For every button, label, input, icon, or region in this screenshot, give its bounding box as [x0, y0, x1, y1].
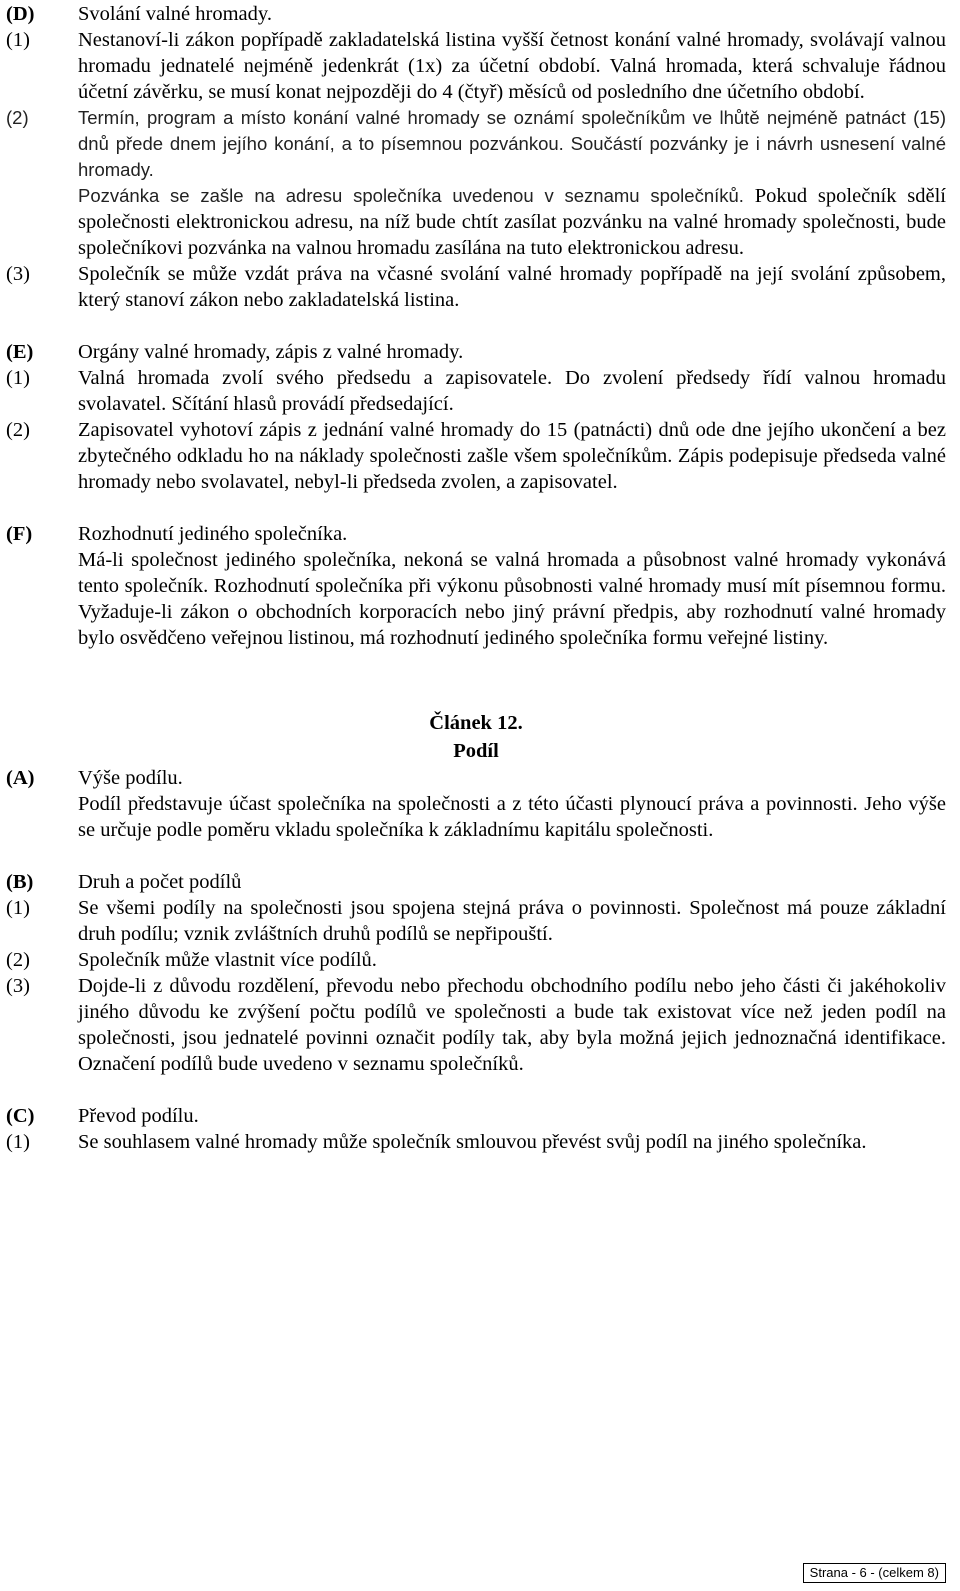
spacer: [6, 1077, 946, 1103]
spacer: [6, 495, 946, 521]
paragraph: [6, 261, 946, 313]
section-e-heading: [6, 339, 946, 365]
section-c-heading: [6, 1103, 946, 1129]
paragraph-text: Podíl představuje účast společníka na společnosti a z této účasti plynoucí práva a povinnosti. Jeho výše se určuje podle poměru vkladu společníka k základnímu kapitálu společnosti.: [78, 793, 946, 841]
paragraph-marker: (1): [6, 1131, 30, 1153]
spacer: [6, 313, 946, 339]
paragraph-marker: (1): [6, 897, 30, 919]
section-marker: (A): [6, 767, 35, 789]
paragraph-text-part: Termín, program a místo konání valné hromady se oznámí společníkům ve lhůtě nejméně patnáct (15) dnů přede dnem jejího konání, a to písemnou pozvánkou. Součástí pozvánky je i návrh usnesení valné hromady.: [78, 107, 946, 180]
paragraph: [6, 947, 946, 973]
paragraph-marker: (2): [6, 419, 30, 441]
paragraph: [6, 791, 946, 843]
page-number-footer: Strana - 6 - (celkem 8): [803, 1563, 946, 1583]
paragraph-text-span: Pozvánka se zašle na adresu společníka uvedenou v seznamu společníků.: [78, 185, 744, 206]
paragraph-text: Se souhlasem valné hromady může společník smlouvou převést svůj podíl na jiného společníka.: [78, 1131, 867, 1153]
section-b-heading: [6, 869, 946, 895]
section-marker: (F): [6, 523, 33, 545]
spacer: [6, 843, 946, 869]
section-title: Rozhodnutí jediného společníka.: [78, 523, 348, 545]
section-a-heading: [6, 765, 946, 791]
section-title: Svolání valné hromady.: [78, 3, 272, 25]
article-number: Článek 12.: [429, 712, 523, 734]
article-heading: [6, 709, 946, 765]
paragraph-text: Má-li společnost jediného společníka, nekoná se valná hromada a působnost valné hromady vykonává tento společník. Rozhodnutí společníka při výkonu působnosti valné hromady musí mít písemnou formu. Vyžaduje-li zákon o obchodních korporacích nebo jiný právní předpis, aby rozhodnutí valné hromady bylo osvědčeno veřejnou listinou, má rozhodnutí jediného společníka formu veřejné listiny.: [78, 549, 946, 649]
section-title: Výše podílu.: [78, 767, 183, 789]
paragraph: [6, 973, 946, 1077]
section-f-heading: [6, 521, 946, 547]
paragraph: [6, 27, 946, 105]
paragraph-text-span: Pokud společník sdělí společnosti elektronickou adresu, na níž bude chtít zasílat pozvánku na valné hromady společnosti, bude společníkovi pozvánka na valnou hromadu zasílána na tuto elektronickou adresu.: [78, 185, 946, 259]
paragraph-text: Dojde-li z důvodu rozdělení, převodu nebo přechodu obchodního podílu nebo jeho části či jakéhokoliv jiného důvodu ke zvýšení počtu podílů ve společnosti a bude tak existovat více než jeden podíl na společnosti, jsou jednatelé povinni označit podíly tak, aby byla možná jejich jednoznačná identifikace. Označení podílů bude uvedeno v seznamu společníků.: [78, 975, 946, 1075]
paragraph-text-part: [78, 183, 946, 261]
paragraph-text: Společník může vlastnit více podílů.: [78, 949, 377, 971]
paragraph-marker: (3): [6, 975, 30, 997]
section-marker: (D): [6, 3, 35, 25]
document-page: [6, 1, 946, 1155]
paragraph-text: Valná hromada zvolí svého předsedu a zapisovatele. Do zvolení předsedy řídí valnou hromadu svolavatel. Sčítání hlasů provádí předsedající.: [78, 367, 946, 415]
section-title: Orgány valné hromady, zápis z valné hromady.: [78, 341, 464, 363]
paragraph: [6, 895, 946, 947]
paragraph: [6, 417, 946, 495]
paragraph-marker: (1): [6, 367, 30, 389]
paragraph-text: [78, 105, 946, 261]
paragraph-text: Nestanoví-li zákon popřípadě zakladatelská listina vyšší četnost konání valné hromady, svolávají valnou hromadu jednatelé nejméně jedenkrát (1x) za účetní období. Valná hromada, která schvaluje řádnou účetní závěrku, se musí konat nejpozději do 4 (čtyř) měsíců od posledního dne účetního období.: [78, 29, 946, 103]
paragraph: [6, 365, 946, 417]
paragraph-text: Se všemi podíly na společnosti jsou spojena stejná práva o povinnosti. Společnost má pouze základní druh podílu; vznik zvláštních druhů podílů se nepřipouští.: [78, 897, 946, 945]
section-marker: (B): [6, 871, 34, 893]
article-title: Podíl: [453, 740, 499, 762]
paragraph-text: Zapisovatel vyhotoví zápis z jednání valné hromady do 15 (patnácti) dnů ode dne jejího ukončení a bez zbytečného odkladu ho na náklady společnosti zašle všem společníkům. Zápis podepisuje předseda valné hromady nebo svolavatel, nebyl-li předseda zvolen, a zapisovatel.: [78, 419, 946, 493]
section-marker: (E): [6, 341, 34, 363]
spacer: [6, 651, 946, 709]
section-marker: (C): [6, 1105, 35, 1127]
section-d-heading: [6, 1, 946, 27]
section-title: Druh a počet podílů: [78, 871, 242, 893]
paragraph-marker: (2): [6, 107, 29, 128]
paragraph-text: Společník se může vzdát práva na včasné svolání valné hromady popřípadě na její svolání způsobem, který stanoví zákon nebo zakladatelská listina.: [78, 263, 946, 311]
paragraph: [6, 1129, 946, 1155]
paragraph-marker: (3): [6, 263, 30, 285]
section-title: Převod podílu.: [78, 1105, 199, 1127]
paragraph: [6, 547, 946, 651]
paragraph: [6, 105, 946, 261]
paragraph-marker: (1): [6, 29, 30, 51]
paragraph-marker: (2): [6, 949, 30, 971]
